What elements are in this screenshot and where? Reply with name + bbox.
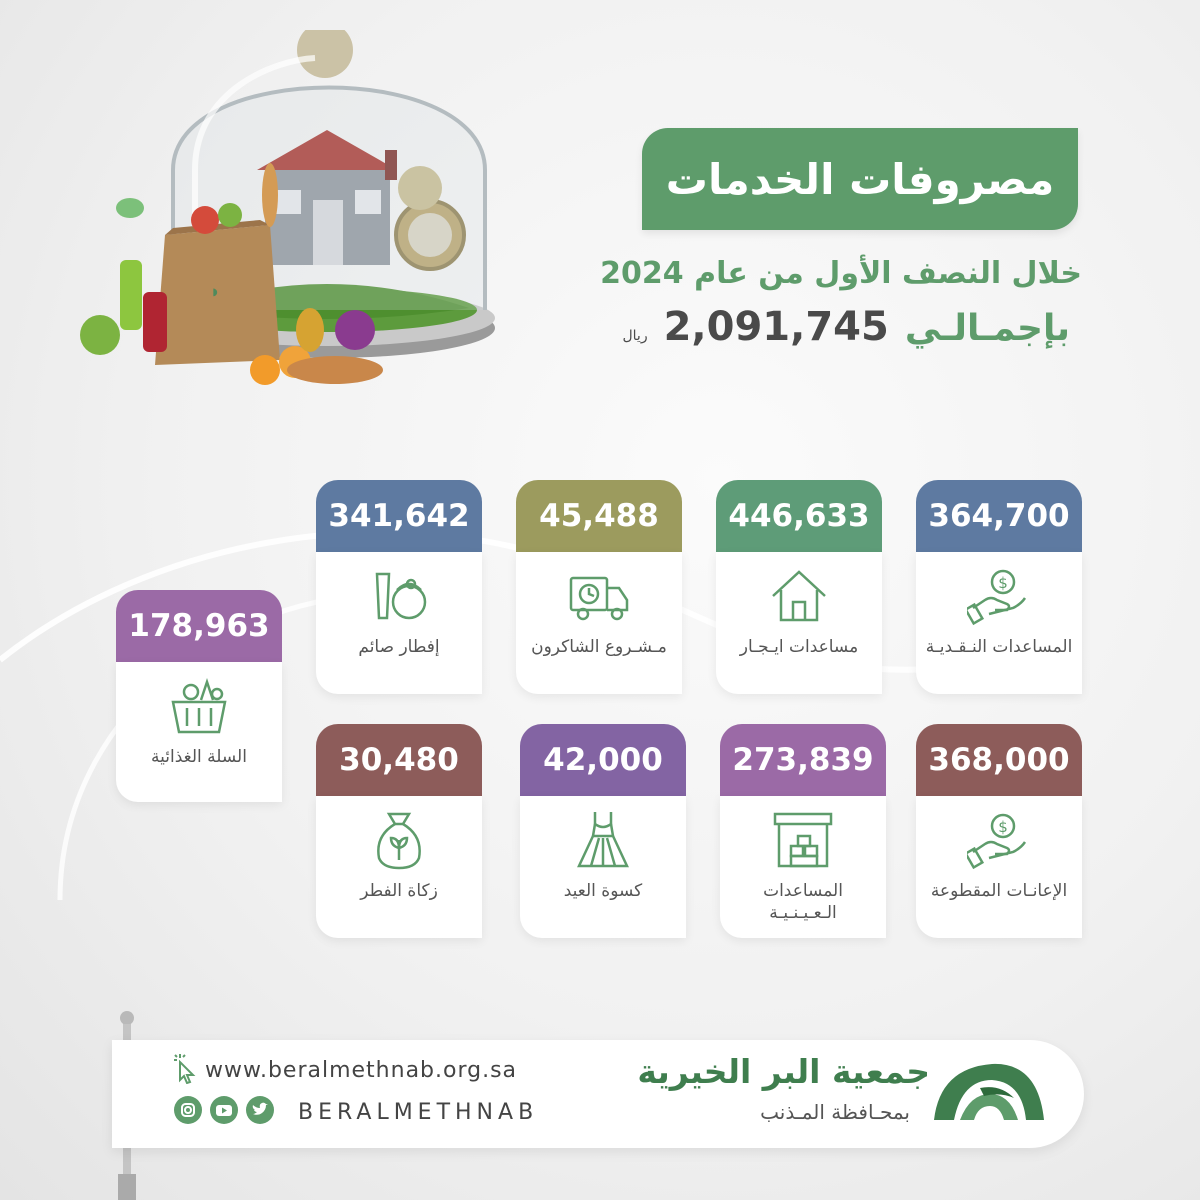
org-subtitle: بمحـافظة المـذنب bbox=[760, 1100, 910, 1124]
card-label: إفطار صائم bbox=[358, 637, 440, 657]
org-name: جمعية البر الخيرية bbox=[637, 1052, 930, 1091]
card-body bbox=[916, 796, 1082, 938]
total-value: 2,091,745 bbox=[663, 304, 889, 350]
twitter-icon[interactable] bbox=[246, 1096, 274, 1124]
iftar-meal-icon bbox=[367, 564, 431, 628]
card-lump-sum-aid bbox=[916, 724, 1082, 938]
card-value: 45,488 bbox=[516, 480, 682, 552]
card-body bbox=[716, 552, 882, 694]
card-body bbox=[316, 552, 482, 694]
website-link[interactable]: www.beralmethnab.org.sa bbox=[205, 1058, 518, 1083]
card-value: 364,700 bbox=[916, 480, 1082, 552]
card-value: 446,633 bbox=[716, 480, 882, 552]
card-label: الإعانـات المقطوعة bbox=[930, 881, 1068, 901]
youtube-icon[interactable] bbox=[210, 1096, 238, 1124]
dress-icon bbox=[571, 808, 635, 872]
total-label: بإجمـالـي bbox=[904, 308, 1070, 349]
svg-text:$: $ bbox=[998, 574, 1008, 592]
org-logo bbox=[930, 1058, 1048, 1124]
card-label: كسوة العيد bbox=[563, 881, 643, 901]
card-label: السلة الغذائية bbox=[151, 747, 247, 767]
card-body bbox=[316, 796, 482, 938]
card-label: مـشـروع الشاكرون bbox=[531, 637, 667, 657]
card-zakat-fitr bbox=[316, 724, 482, 938]
total-row bbox=[622, 304, 1070, 350]
cursor-click-icon bbox=[172, 1052, 196, 1084]
hand-coin-icon bbox=[967, 808, 1031, 872]
card-value: 368,000 bbox=[916, 724, 1082, 796]
instagram-icon[interactable] bbox=[174, 1096, 202, 1124]
card-in-kind-aid bbox=[720, 724, 886, 938]
card-body bbox=[720, 796, 886, 938]
card-cash-assistance bbox=[916, 480, 1082, 694]
warehouse-icon bbox=[771, 808, 835, 872]
period-subtitle: خلال النصف الأول من عام 2024 bbox=[600, 256, 1082, 291]
card-value: 30,480 bbox=[316, 724, 482, 796]
zakat-bag-icon bbox=[367, 808, 431, 872]
delivery-truck-icon bbox=[567, 564, 631, 628]
card-iftar bbox=[316, 480, 482, 694]
card-label: المساعدات النـقـديـة bbox=[925, 637, 1073, 657]
social-handle: BERALMETHNAB bbox=[298, 1100, 539, 1125]
page-title: مصروفات الخدمات bbox=[642, 128, 1078, 230]
card-shakiroon-project bbox=[516, 480, 682, 694]
card-value: 273,839 bbox=[720, 724, 886, 796]
card-value: 341,642 bbox=[316, 480, 482, 552]
card-body bbox=[516, 552, 682, 694]
hand-coin-icon bbox=[967, 564, 1031, 628]
food-basket-icon bbox=[167, 674, 231, 738]
svg-text:◗: ◗ bbox=[212, 287, 218, 298]
card-body bbox=[116, 662, 282, 802]
svg-text:$: $ bbox=[998, 818, 1008, 836]
card-eid-clothing bbox=[520, 724, 686, 938]
dome-house-illustration bbox=[55, 30, 515, 400]
card-body bbox=[916, 552, 1082, 694]
card-value: 42,000 bbox=[520, 724, 686, 796]
house-icon bbox=[767, 564, 831, 628]
card-value: 178,963 bbox=[116, 590, 282, 662]
card-body bbox=[520, 796, 686, 938]
card-rent-assistance bbox=[716, 480, 882, 694]
card-label: المساعدات الـعـيـنـيـة bbox=[763, 881, 843, 923]
card-label: زكاة الفطر bbox=[360, 881, 438, 901]
total-currency: ريال bbox=[622, 328, 648, 344]
card-label: مساعدات ايـجـار bbox=[739, 637, 859, 657]
card-food-basket bbox=[116, 590, 282, 802]
